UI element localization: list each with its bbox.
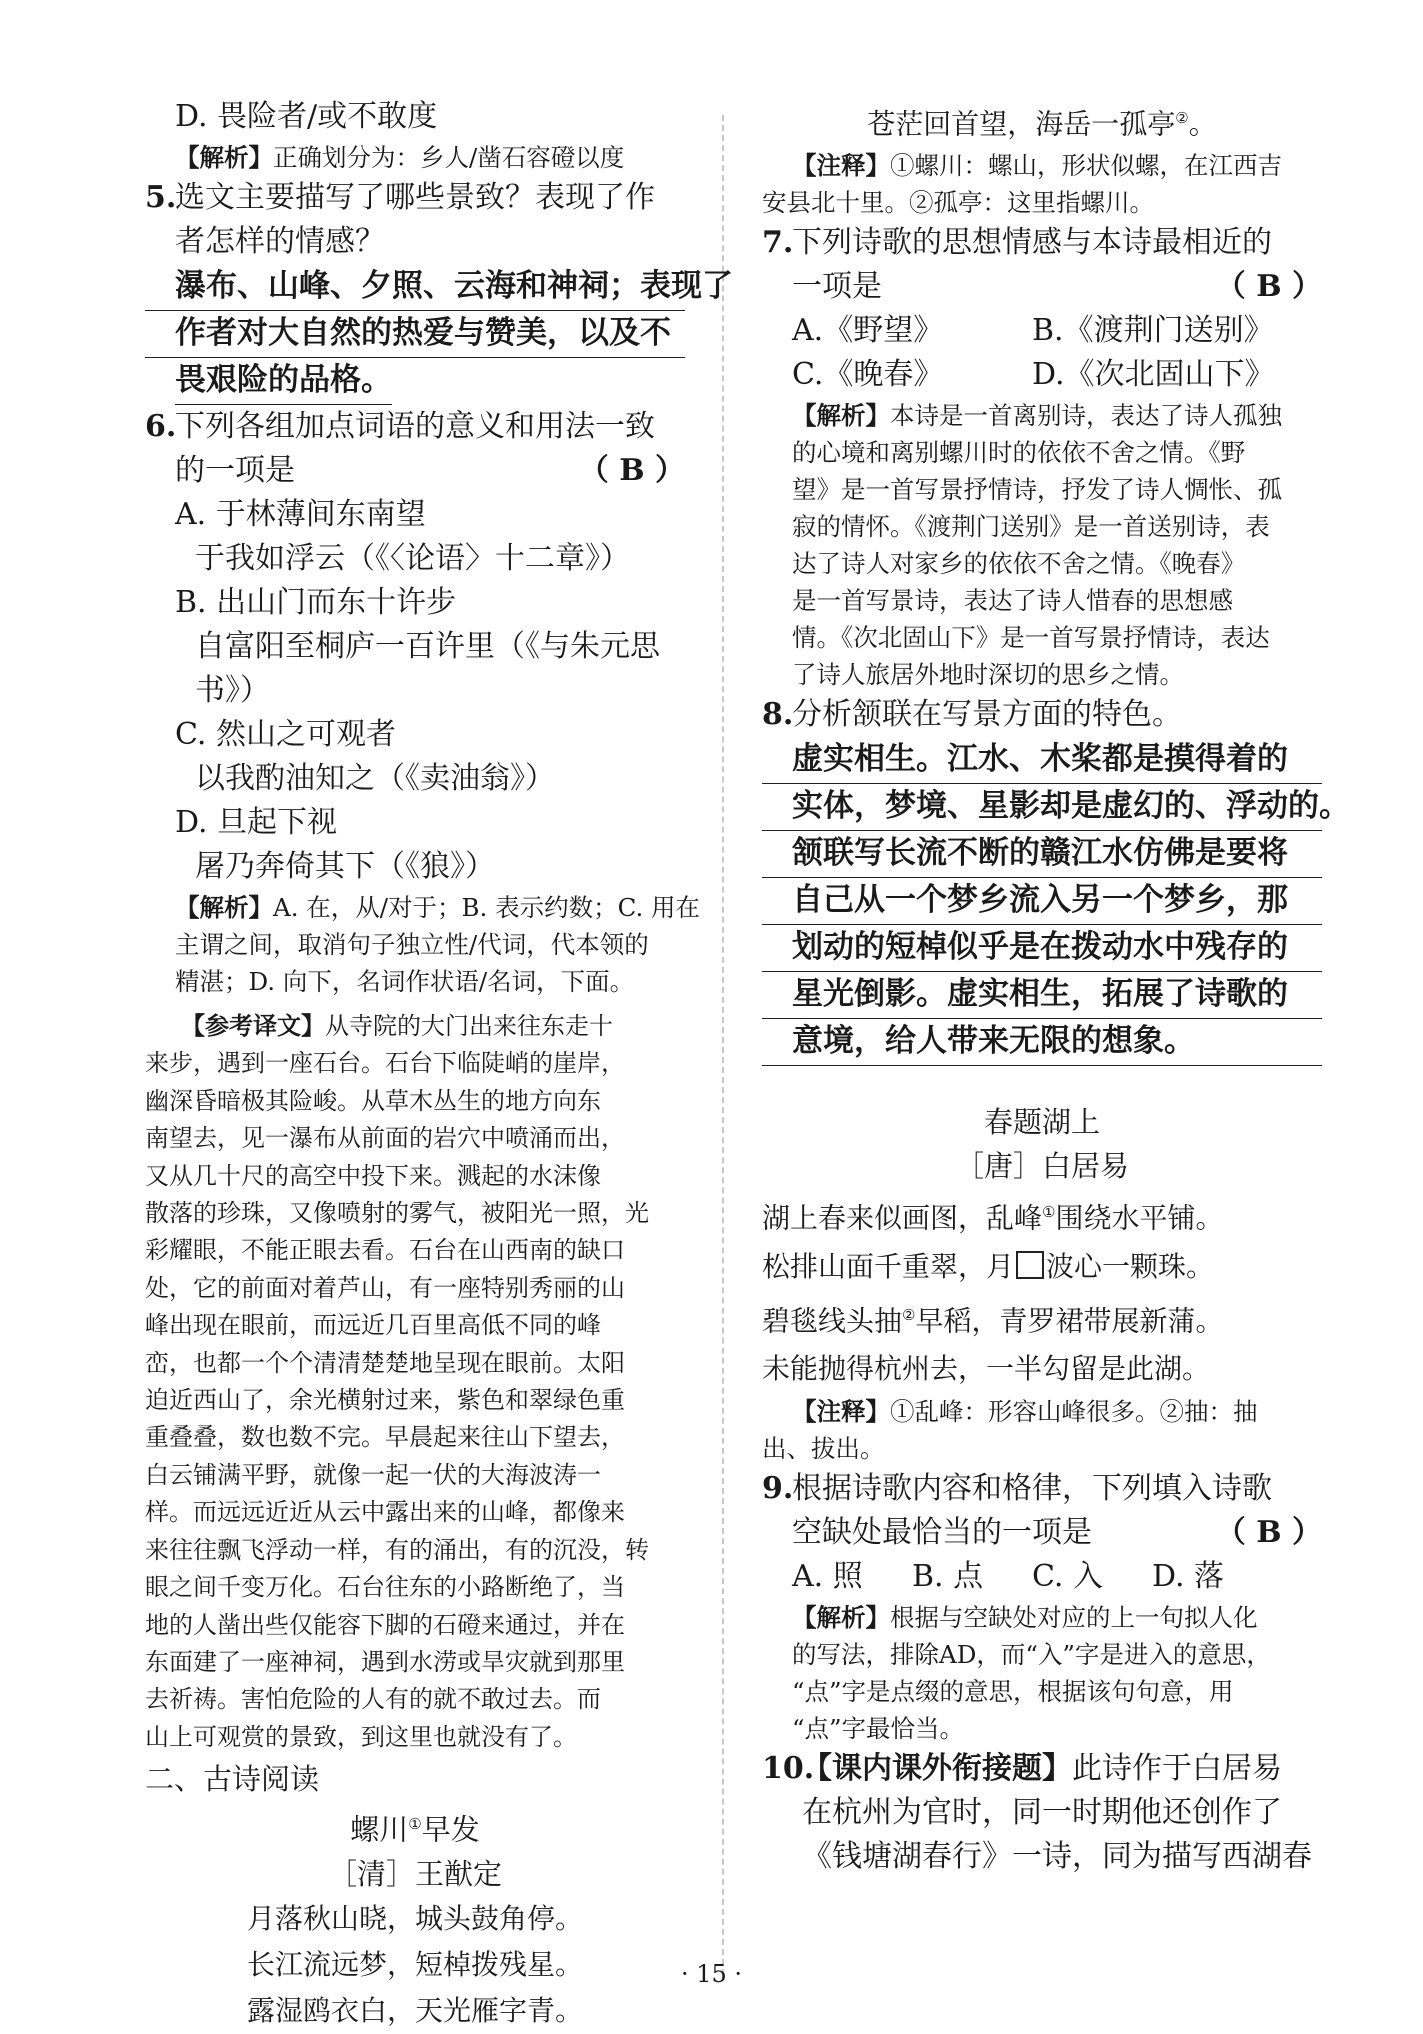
option-d: D. 落 bbox=[1152, 1558, 1225, 1594]
question-number: 9. bbox=[762, 1470, 794, 1506]
option-d: D.《次北固山下》 bbox=[1032, 357, 1275, 393]
answer-choice: （ B ） bbox=[1215, 269, 1322, 305]
answer-line: 作者对大自然的热爱与赞美，以及不 bbox=[145, 311, 685, 358]
q9-analysis: 【解析】根据与空缺处对应的上一句拟人化 的写法，排除AD，而“入”字是进入的意思， “点”字是点缀的意思，根据该句句意，用 “点”字最恰当。 bbox=[792, 1602, 1271, 1743]
poem1-notes: 【注释】①螺川：螺山，形状似螺，在江西吉 安县北十里。②孤亭：这里指螺川。 bbox=[762, 151, 1282, 218]
poem-title: 春题湖上 bbox=[983, 1105, 1100, 1140]
answer-line: 意境，给人带来无限的想象。 bbox=[762, 1019, 1322, 1066]
answer-line: 星光倒影。虚实相生，拓展了诗歌的 bbox=[762, 972, 1322, 1019]
option-d: D. 旦起下视 bbox=[175, 805, 338, 840]
poem-line: 碧毯线头抽②早稻，青罗裙带展新蒲。 bbox=[762, 1303, 1224, 1337]
question-6: 6. 下列各组加点词语的意义和用法一致 的一项是 （ B ） A. 于林薄间东南望 于我如浮云（《〈论语〉十二章》） B. 出山门而东十许步 自富阳至桐庐一百许里（《与朱元思 书》） C. 然山之可观者 以我酌油知之（《卖油翁》） D. 旦起下视 屠乃奔倚其下（《狼》） bbox=[145, 405, 685, 889]
question-number: 5. bbox=[145, 180, 177, 215]
question-number: 6. bbox=[145, 409, 177, 444]
poem-author: ［清］王猷定 bbox=[327, 1856, 502, 1891]
question-5: 5. 选文主要描写了哪些景致？表现了作 者怎样的情感？ 瀑布、山峰、夕照、云海和神祠；表现了 作者对大自然的热爱与赞美，以及不 畏艰险的品格。 bbox=[145, 176, 685, 405]
question-number: 8. bbox=[762, 697, 794, 733]
poem-line: 松排山面千重翠，月 波心一颗珠。 bbox=[762, 1249, 1215, 1283]
answer-line: 畏艰险的品格。 bbox=[175, 358, 392, 405]
page-number: · 15 · bbox=[680, 1960, 743, 1988]
question-10: 10. 【课内课外衔接题】 此诗作于白居易 在杭州为官时，同一时期他还创作了 《钱塘湖春行》一诗，同为描写西湖春 bbox=[762, 1747, 1322, 1879]
question-number: 10. bbox=[762, 1750, 815, 1786]
poem-line: 月落秋山晓，城头鼓角停。 bbox=[246, 1901, 583, 1935]
option-b: B. 出山门而东十许步 bbox=[175, 585, 457, 620]
poem2-notes: 【注释】①乱峰：形容山峰很多。②抽：抽 出、拔出。 bbox=[762, 1396, 1258, 1463]
poem-author: ［唐］白居易 bbox=[954, 1149, 1129, 1184]
answer-line: 虚实相生。江水、木桨都是摸得着的 bbox=[762, 737, 1322, 784]
answer-line: 颔联写长流不断的赣江水仿佛是要将 bbox=[762, 831, 1322, 878]
answer-line: 自己从一个梦乡流入另一个梦乡，那 bbox=[762, 878, 1322, 925]
option-c: C. 入 bbox=[1032, 1558, 1103, 1594]
q7-analysis: 【解析】本诗是一首离别诗，表达了诗人孤独 的心境和离别螺川时的依依不舍之情。《野 望》是一首写景抒情诗，抒发了诗人惆怅、孤 寂的情怀。《渡荆门送别》是一首送别诗，表 达了诗人对家乡的依依不舍之情。《晚春》 是一首写景诗，表达了诗人惜春的思想感 情。《次北固山下》是一首写景抒情诗，表达 了诗人旅居外地时深切的思乡之情。 bbox=[792, 401, 1282, 690]
option-b: B.《渡荆门送别》 bbox=[1032, 313, 1274, 349]
section-heading: 二、古诗阅读 bbox=[145, 1762, 320, 1797]
reference-translation: 【参考译文】从寺院的大门出来往东走十 来步，遇到一座石台。石台下临陡峭的崖岸， 幽深昏暗极其险峻。从草木丛生的地方向东 南望去，见一瀑布从前面的岩穴中喷涌而出， 又从几十尺的高空中投下来。溅起的水沫像 散落的珍珠，又像喷射的雾气，被阳光一照，光 彩耀眼，不能正眼去看。石台在山西南的缺口 处，它的前面对着芦山，有一座特别秀丽的山 峰出现在眼前，而远近几百里高低不同的峰 峦，也都一个个清清楚楚地呈现在眼前。太阳 迫近西山了，余光横射过来，紫色和翠绿色重 重叠叠，数也数不完。早晨起来往山下望去， 白云铺满平野，就像一起一伏的大海波涛一 样。而远远近近从云中露出来的山峰，都像来 来往往飘飞浮动一样，有的涌出，有的沉没，转 眼之间千变万化。石台往东的小路断绝了，当 地的人凿出些仅能容下脚的石磴来通过，并在 东面建了一座神祠，遇到水涝或旱灾就到那里 去祈祷。害怕危险的人有的就不敢过去。而 山上可观赏的景致，到这里也就没有了。 bbox=[145, 1012, 649, 1751]
q4-analysis: 【解析】正确划分为：乡人/凿石容磴以度 bbox=[175, 143, 625, 172]
poem-line: 湖上春来似画图，乱峰①围绕水平铺。 bbox=[762, 1201, 1224, 1235]
answer-line: 瀑布、山峰、夕照、云海和神祠；表现了 bbox=[145, 264, 685, 311]
q6-analysis: 【解析】A. 在，从/对于；B. 表示约数；C. 用在 主谓之间，取消句子独立性/代词，代本领的 精湛；D. 向下，名词作状语/名词，下面。 bbox=[175, 893, 701, 996]
question-8: 8. 分析颔联在写景方面的特色。 虚实相生。江水、木桨都是摸得着的 实体，梦境、星影却是虚幻的、浮动的。 颔联写长流不断的赣江水仿佛是要将 自己从一个梦乡流入另一个梦乡，那 划动的短棹似乎是在拨动水中残存的 星光倒影。虚实相生，拓展了诗歌的 意境，给人带来无限的想象。 bbox=[762, 693, 1322, 1066]
question-7: 7. 下列诗歌的思想情感与本诗最相近的 一项是 （ B ） A.《野望》 B.《渡荆门送别》 C.《晚春》 D.《次北固山下》 bbox=[762, 221, 1322, 397]
poem-title: 螺川①早发 bbox=[350, 1812, 480, 1847]
option-a: A. 照 bbox=[792, 1558, 863, 1594]
answer-line: 划动的短棹似乎是在拨动水中残存的 bbox=[762, 925, 1322, 972]
option-c: C. 然山之可观者 bbox=[175, 717, 396, 752]
blank-box bbox=[1016, 1251, 1044, 1279]
option-a: A.《野望》 bbox=[792, 313, 944, 349]
poem-line: 露湿鸥衣白，天光雁字青。 bbox=[246, 1993, 583, 2027]
option-c: C.《晚春》 bbox=[792, 357, 944, 393]
question-9: 9. 根据诗歌内容和格律，下列填入诗歌 空缺处最恰当的一项是 （ B ） A. 照 B. 点 C. 入 D. 落 bbox=[762, 1467, 1322, 1599]
right-column bbox=[762, 95, 1350, 1879]
question-number: 7. bbox=[762, 225, 794, 261]
answer-line: 实体，梦境、星影却是虚幻的、浮动的。 bbox=[762, 784, 1322, 831]
option-a: A. 于林薄间东南望 bbox=[175, 497, 426, 532]
answer-choice: （ B ） bbox=[1215, 1514, 1322, 1550]
q4-option-d: D. 畏险者/或不敢度 bbox=[175, 99, 438, 134]
column-divider bbox=[722, 115, 724, 1975]
poem-line: 未能抛得杭州去，一半勾留是此湖。 bbox=[762, 1351, 1211, 1385]
answer-choice: （ B ） bbox=[578, 453, 685, 488]
poem-line: 苍茫回首望，海岳一孤亭②。 bbox=[867, 107, 1217, 141]
poem-line: 长江流远梦，短棹拨残星。 bbox=[246, 1947, 583, 1981]
option-b: B. 点 bbox=[912, 1558, 984, 1594]
analysis-tag: 【解析】 bbox=[175, 143, 273, 172]
